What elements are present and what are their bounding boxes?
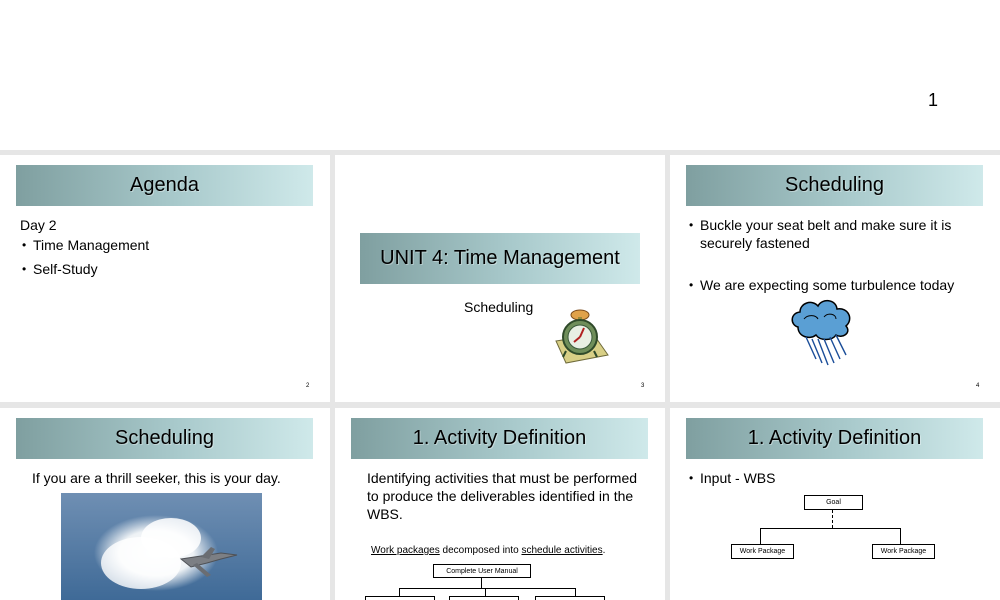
slide-title: 1. Activity Definition xyxy=(686,418,983,459)
bullet-item: • Time Management xyxy=(20,236,310,254)
bullet-item: • We are expecting some turbulence today xyxy=(687,276,982,294)
slide-note xyxy=(371,545,605,556)
page-header-area xyxy=(0,0,1000,150)
diagram-goal-box: Goal xyxy=(804,495,863,510)
diagram-connector xyxy=(760,528,761,544)
diagram-connector xyxy=(900,528,901,544)
slide-number: 2 xyxy=(306,383,310,389)
slide-title: 1. Activity Definition xyxy=(351,418,648,459)
note-text: decomposed into xyxy=(439,545,522,556)
note-term: Work packages xyxy=(371,545,440,556)
diagram-child-box xyxy=(449,596,519,600)
diagram-child-box xyxy=(535,596,605,600)
bullet-list xyxy=(687,216,982,300)
slide-activity-definition[interactable] xyxy=(335,408,665,600)
slide-text: Identifying activities that must be performed to produce the deliverables identified in the WBS. xyxy=(367,470,638,522)
diagram-connector xyxy=(832,510,833,528)
bullet-list xyxy=(20,236,310,284)
slide-title: Scheduling xyxy=(686,165,983,206)
diagram-work-package-box: Work Package xyxy=(872,544,935,559)
diagram-work-package-box: Work Package xyxy=(731,544,794,559)
note-text: . xyxy=(602,545,606,556)
diagram-child-box xyxy=(365,596,435,600)
bullet-item: • Buckle your seat belt and make sure it is securely fastened xyxy=(687,216,982,252)
slide-subtitle: Scheduling xyxy=(464,299,534,315)
bullet-list xyxy=(687,469,982,493)
fighter-jet-photo xyxy=(61,493,262,600)
slide-scheduling-thrill[interactable] xyxy=(0,408,330,600)
diagram-connector xyxy=(399,588,575,589)
page-number: 1 xyxy=(928,90,939,110)
storm-cloud-icon xyxy=(788,297,858,369)
diagram-connector xyxy=(485,588,486,596)
diagram-connector xyxy=(481,578,482,588)
slide-number: 3 xyxy=(641,383,645,389)
slide-scheduling-turbulence[interactable] xyxy=(670,155,1000,402)
slide-text: If you are a thrill seeker, this is your day. xyxy=(32,470,281,486)
note-term: schedule activities xyxy=(521,545,603,556)
diagram-root-box: Complete User Manual xyxy=(433,564,531,578)
diagram-connector xyxy=(760,528,901,529)
slide-activity-definition-input[interactable] xyxy=(670,408,1000,600)
slide-title: Scheduling xyxy=(16,418,313,459)
slide-title: UNIT 4: Time Management xyxy=(360,233,640,284)
slide-agenda[interactable] xyxy=(0,155,330,402)
bullet-item: • Self-Study xyxy=(20,260,310,278)
slide-number: 4 xyxy=(976,383,980,389)
diagram-connector xyxy=(575,588,576,596)
slide-subtitle: Day 2 xyxy=(20,217,57,233)
bullet-item: • Input - WBS xyxy=(687,469,982,487)
slide-unit-title[interactable] xyxy=(335,155,665,402)
slide-title: Agenda xyxy=(16,165,313,206)
diagram-connector xyxy=(399,588,400,596)
alarm-clock-icon xyxy=(550,303,612,367)
